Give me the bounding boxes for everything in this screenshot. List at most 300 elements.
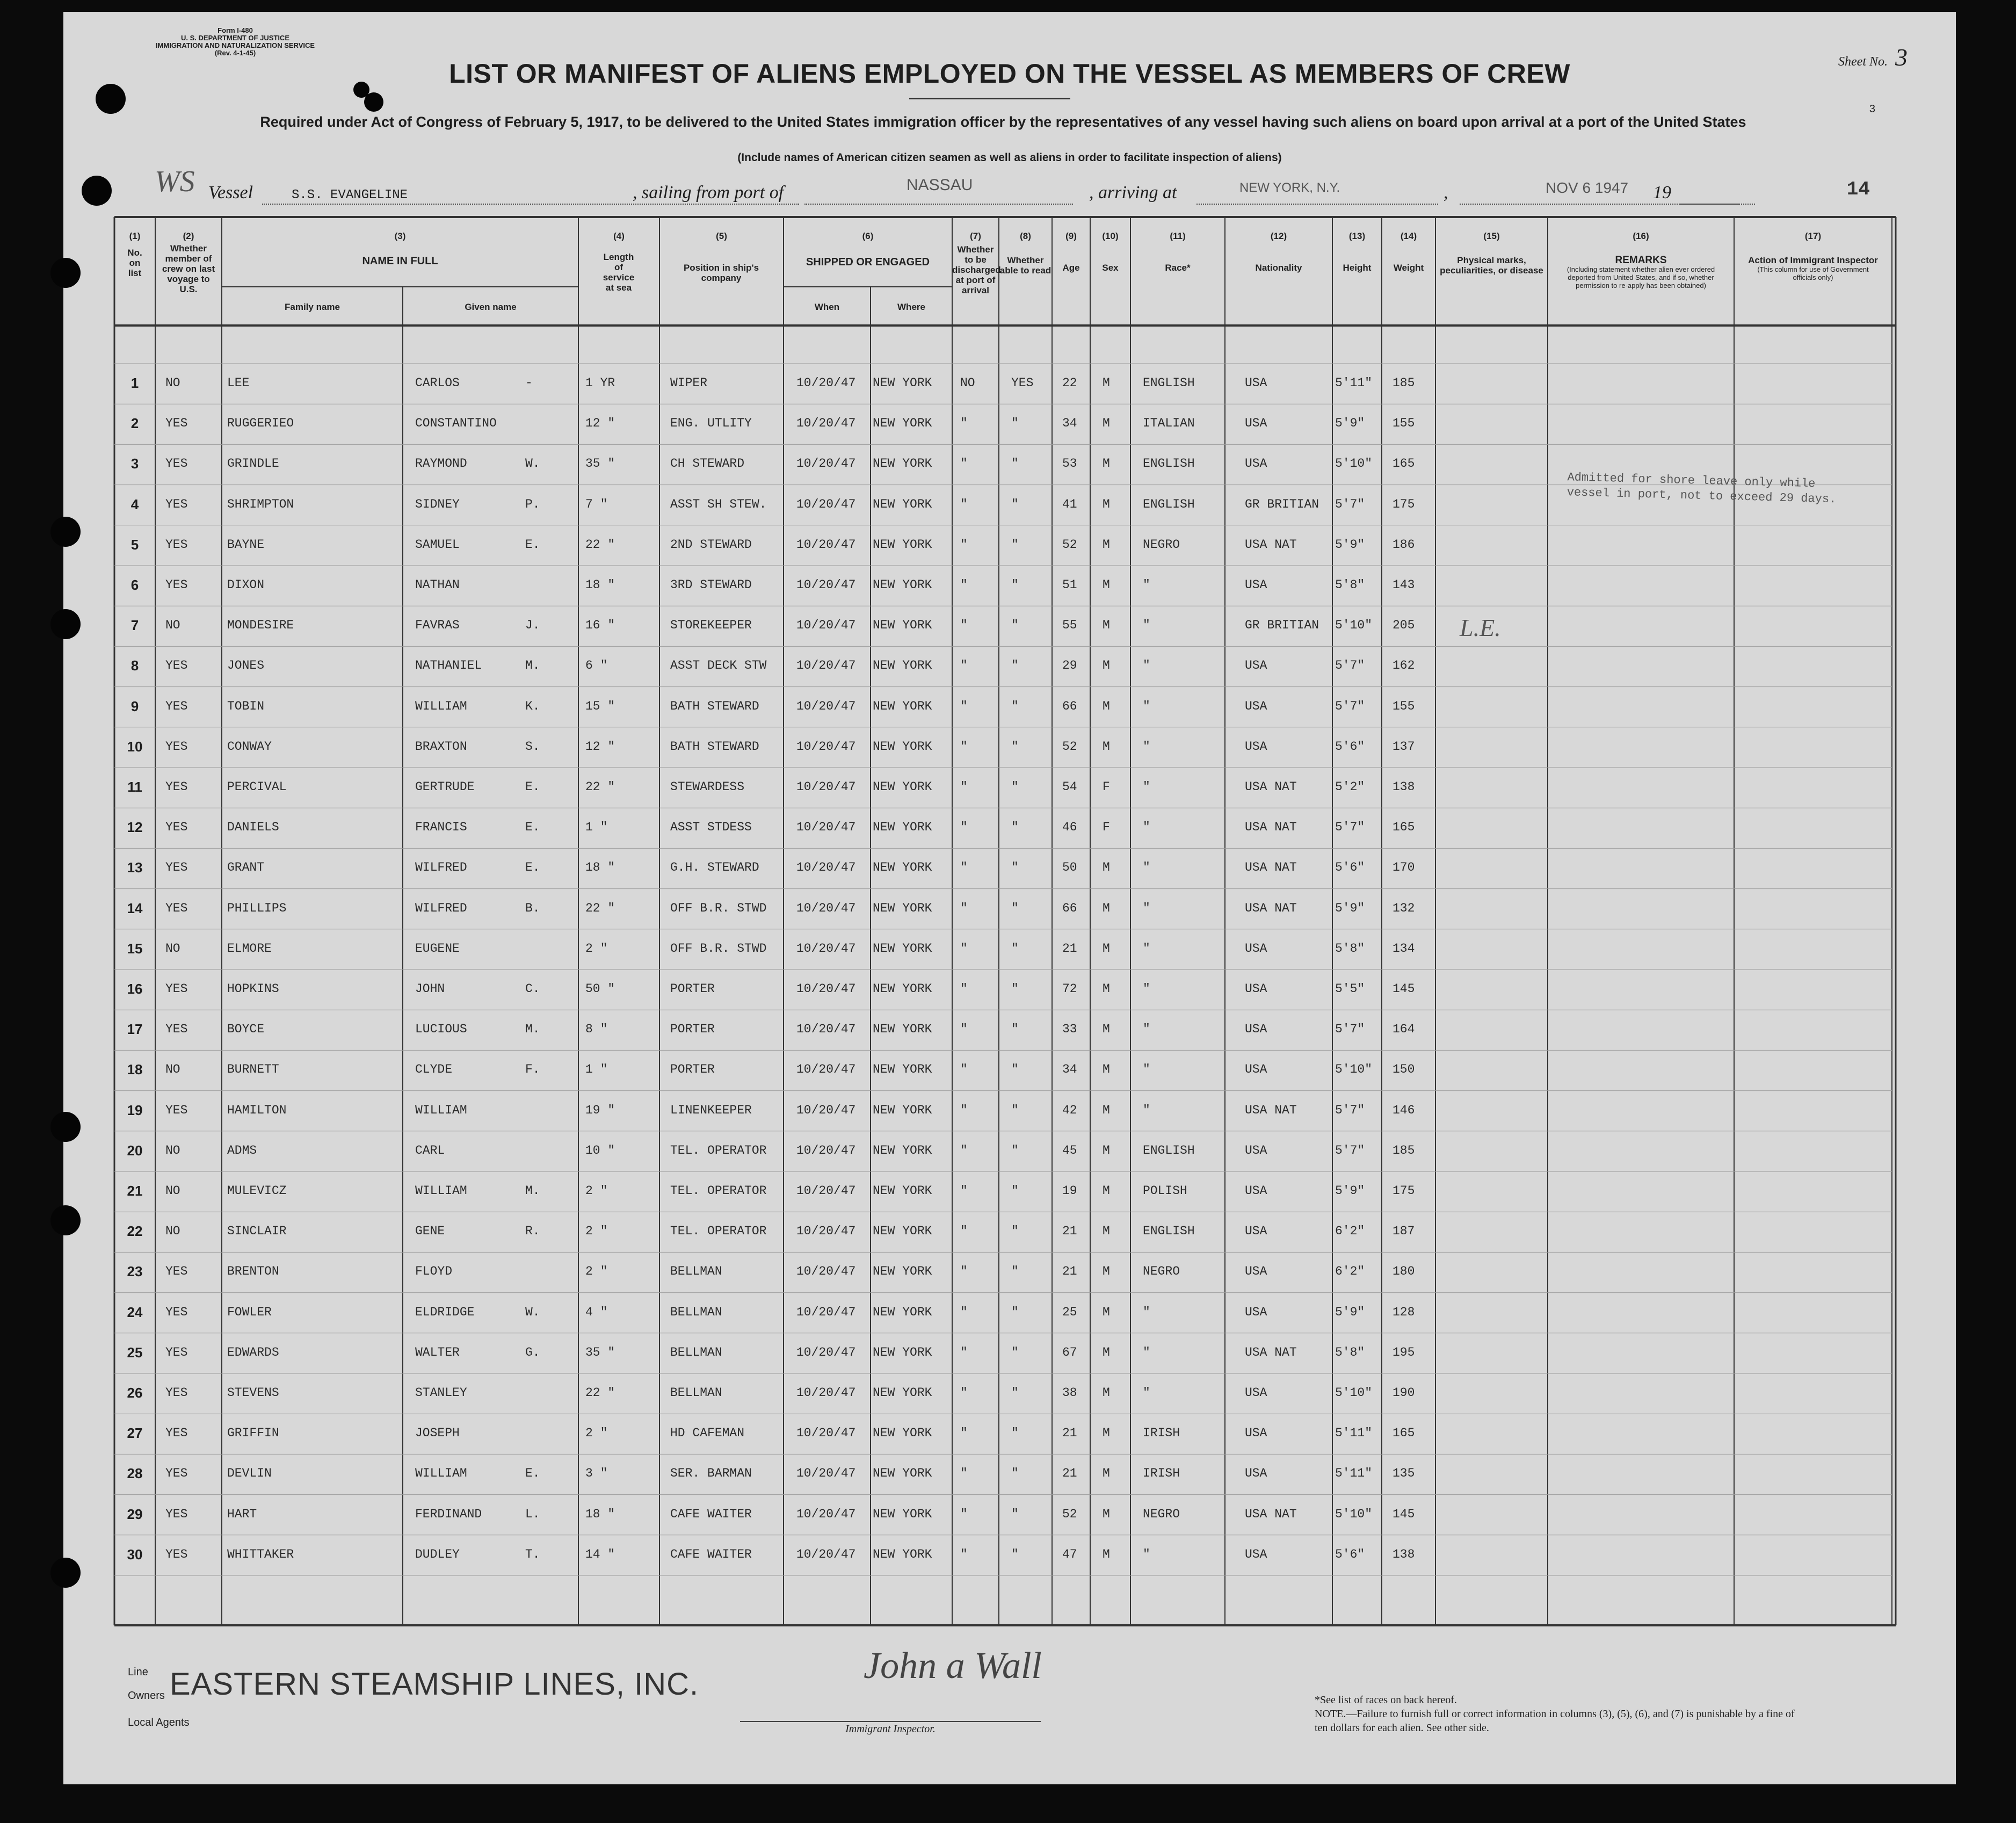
sex: M (1103, 982, 1110, 996)
row-number: 29 (127, 1506, 143, 1522)
document-note: (Include names of American citizen seamen as well as aliens in order to facilitate inspection of aliens) (737, 151, 1282, 164)
engaged-place: NEW YORK (873, 901, 932, 915)
family-name: CONWAY (227, 739, 272, 754)
weight: 185 (1393, 376, 1415, 390)
weight: 165 (1393, 1426, 1415, 1441)
race: " (1143, 1022, 1150, 1037)
middle-initial: E. (525, 780, 540, 794)
height: 5'9" (1335, 537, 1365, 552)
engaged-place: NEW YORK (873, 578, 932, 592)
position: 3RD STEWARD (670, 578, 752, 592)
row-number: 20 (127, 1142, 143, 1159)
to-be-discharged: " (960, 1305, 968, 1319)
length-of-service: 12 " (585, 739, 615, 754)
header-col15-label: Physical marks, peculiarities, or disease (1440, 255, 1543, 276)
race: " (1143, 860, 1150, 875)
race: NEGRO (1143, 1264, 1180, 1279)
middle-initial: E. (525, 860, 540, 875)
engaged-place: NEW YORK (873, 1143, 932, 1158)
position: OFF B.R. STWD (670, 901, 767, 915)
initials-mark: WS (155, 165, 195, 198)
to-be-discharged: " (960, 1143, 968, 1158)
race: " (1143, 1345, 1150, 1359)
family-name: ADMS (227, 1143, 257, 1158)
engaged-date: 10/20/47 (796, 1426, 856, 1441)
nationality: USA NAT (1245, 780, 1297, 794)
race: " (1143, 901, 1150, 915)
able-to-read: " (1011, 1224, 1019, 1239)
weight: 134 (1393, 941, 1415, 956)
crew-last-voyage: YES (165, 699, 188, 713)
engaged-date: 10/20/47 (796, 820, 856, 835)
given-name: CONSTANTINO (415, 416, 497, 431)
middle-initial: E. (525, 537, 540, 552)
service-name: IMMIGRATION AND NATURALIZATION SERVICE (155, 41, 315, 49)
length-of-service: 2 " (585, 1224, 608, 1239)
family-name: BAYNE (227, 537, 265, 552)
crew-last-voyage: YES (165, 578, 188, 592)
sex: F (1103, 780, 1110, 794)
middle-initial: R. (525, 1224, 540, 1239)
vessel-value: S.S. EVANGELINE (292, 188, 408, 202)
crew-last-voyage: YES (165, 1466, 188, 1481)
weight: 185 (1393, 1143, 1415, 1158)
header-given-name: Given name (465, 302, 517, 312)
race: " (1143, 1386, 1150, 1400)
height: 6'2" (1335, 1224, 1365, 1239)
family-name: DEVLIN (227, 1466, 272, 1481)
nationality: USA (1245, 1264, 1267, 1279)
sailing-port: NASSAU (907, 176, 973, 194)
position: WIPER (670, 376, 708, 390)
year-label: 19 (1653, 183, 1671, 202)
age: 67 (1062, 1345, 1077, 1359)
header-col10-label: Sex (1102, 263, 1119, 273)
nationality: USA (1245, 1062, 1267, 1077)
line-label: Line (128, 1666, 148, 1678)
header-col16-label: REMARKS (1615, 255, 1667, 266)
given-name: EUGENE (415, 941, 460, 956)
weight: 145 (1393, 1507, 1415, 1521)
age: 38 (1062, 1386, 1077, 1400)
family-name: JONES (227, 659, 265, 673)
header-col12-label: Nationality (1255, 263, 1302, 273)
footnote-penalty: NOTE.—Failure to furnish full or correct information in columns (3), (5), (6), and (7) is punishable by a fine of ten dollars for each alien. See other side. (1315, 1708, 1795, 1734)
race: " (1143, 659, 1150, 673)
crew-last-voyage: NO (165, 1224, 180, 1239)
row-number: 11 (127, 779, 142, 795)
agents-label: Local Agents (128, 1717, 190, 1728)
sex: M (1103, 1184, 1110, 1198)
crew-last-voyage: YES (165, 1507, 188, 1521)
crew-last-voyage: NO (165, 376, 180, 390)
remarks-note: Admitted for shore leave only while vessel in port, not to exceed 29 days. (1567, 471, 1837, 507)
position: BATH STEWARD (670, 739, 759, 754)
document-title: LIST OR MANIFEST OF ALIENS EMPLOYED ON THE VESSEL AS MEMBERS OF CREW (449, 59, 1570, 89)
crew-last-voyage: YES (165, 1264, 188, 1279)
weight: 138 (1393, 1547, 1415, 1561)
nationality: USA (1245, 1547, 1267, 1561)
weight: 143 (1393, 578, 1415, 592)
age: 54 (1062, 780, 1077, 794)
able-to-read: " (1011, 1022, 1019, 1037)
length-of-service: 14 " (585, 1547, 615, 1561)
header-col6: (6) SHIPPED OR ENGAGED (784, 231, 952, 267)
to-be-discharged: " (960, 901, 968, 915)
given-name: WILLIAM (415, 1466, 467, 1481)
engaged-date: 10/20/47 (796, 1103, 856, 1117)
weight: 195 (1393, 1345, 1415, 1359)
race: ENGLISH (1143, 497, 1195, 511)
middle-initial: J. (525, 618, 540, 633)
nationality: USA NAT (1245, 1345, 1297, 1359)
height: 5'11" (1335, 1466, 1373, 1481)
able-to-read: " (1011, 1062, 1019, 1077)
age: 45 (1062, 1143, 1077, 1158)
height: 5'10" (1335, 618, 1373, 633)
race: ENGLISH (1143, 1224, 1195, 1239)
age: 51 (1062, 578, 1077, 592)
sex: M (1103, 1143, 1110, 1158)
height: 5'9" (1335, 901, 1365, 915)
height: 5'6" (1335, 739, 1365, 754)
engaged-place: NEW YORK (873, 739, 932, 754)
able-to-read: " (1011, 537, 1019, 552)
row-number: 4 (130, 496, 139, 512)
given-name: SIDNEY (415, 497, 460, 511)
height: 5'10" (1335, 457, 1373, 471)
header-col16: (16) REMARKS (Including statement whether alien ever ordered deported from United States, and if so, whether permission to re-apply has been obtained) (1548, 231, 1734, 290)
header-col9-label: Age (1062, 263, 1080, 273)
nationality: USA (1245, 1184, 1267, 1198)
footnote (1315, 1693, 1798, 1735)
middle-initial: G. (525, 1345, 540, 1359)
crew-last-voyage: YES (165, 780, 188, 794)
age: 52 (1062, 537, 1077, 552)
age: 29 (1062, 659, 1077, 673)
weight: 165 (1393, 820, 1415, 835)
given-name: CARLOS (415, 376, 460, 390)
nationality: USA (1245, 1143, 1267, 1158)
sex: M (1103, 537, 1110, 552)
height: 5'9" (1335, 1305, 1365, 1319)
header-col10: (10) Sex (1090, 231, 1130, 273)
weight: 155 (1393, 416, 1415, 431)
height: 5'8" (1335, 941, 1365, 956)
header-col5-label: Position in ship's company (683, 263, 759, 283)
row-number: 28 (127, 1465, 143, 1482)
position: TEL. OPERATOR (670, 1184, 767, 1198)
nationality: USA (1245, 376, 1267, 390)
given-name: WILFRED (415, 860, 467, 875)
header-col17-sub: (This column for use of Government officials only) (1757, 265, 1869, 281)
row-number: 25 (127, 1344, 143, 1361)
age: 21 (1062, 1264, 1077, 1279)
given-name: NATHANIEL (415, 659, 482, 673)
row-number: 13 (127, 859, 143, 876)
department-name: U. S. DEPARTMENT OF JUSTICE (181, 34, 289, 42)
nationality: GR BRITIAN (1245, 618, 1319, 633)
engaged-place: NEW YORK (873, 1386, 932, 1400)
engaged-place: NEW YORK (873, 1264, 932, 1279)
length-of-service: 19 " (585, 1103, 615, 1117)
race: NEGRO (1143, 537, 1180, 552)
to-be-discharged: " (960, 416, 968, 431)
row-number: 23 (127, 1263, 143, 1280)
row-number: 2 (130, 415, 139, 432)
weight: 175 (1393, 497, 1415, 511)
nationality: USA (1245, 1022, 1267, 1037)
header-where: Where (897, 302, 925, 312)
header-col7: (7) Whether to be discharged at port of arrival (952, 231, 1001, 295)
header-col4-label: Length of service at sea (603, 252, 635, 293)
engaged-date: 10/20/47 (796, 1062, 856, 1077)
race: IRISH (1143, 1426, 1180, 1441)
sex: M (1103, 941, 1110, 956)
signature-rule (740, 1721, 1041, 1722)
header-col3: (3) NAME IN FULL (222, 231, 578, 266)
race: ITALIAN (1143, 416, 1195, 431)
family-name: FOWLER (227, 1305, 272, 1319)
to-be-discharged: " (960, 537, 968, 552)
height: 5'10" (1335, 1062, 1373, 1077)
nationality: USA (1245, 982, 1267, 996)
race: " (1143, 820, 1150, 835)
nationality: USA (1245, 659, 1267, 673)
engaged-place: NEW YORK (873, 820, 932, 835)
family-name: BURNETT (227, 1062, 279, 1077)
race: IRISH (1143, 1466, 1180, 1481)
header-col5: (5) Position in ship's company (659, 231, 784, 283)
engaged-date: 10/20/47 (796, 1466, 856, 1481)
given-name: CLYDE (415, 1062, 453, 1077)
sex: M (1103, 1264, 1110, 1279)
able-to-read: " (1011, 1143, 1019, 1158)
sex: M (1103, 618, 1110, 633)
form-revision: (Rev. 4-1-45) (214, 49, 256, 57)
length-of-service: 2 " (585, 1264, 608, 1279)
crew-last-voyage: YES (165, 659, 188, 673)
middle-initial: T. (525, 1547, 540, 1561)
able-to-read: " (1011, 1507, 1019, 1521)
page-number: 14 (1846, 178, 1870, 200)
weight: 165 (1393, 457, 1415, 471)
middle-initial: E. (525, 820, 540, 835)
given-name: FAVRAS (415, 618, 460, 633)
header-col13-label: Height (1343, 263, 1372, 273)
nationality: USA (1245, 416, 1267, 431)
engaged-date: 10/20/47 (796, 982, 856, 996)
able-to-read: " (1011, 941, 1019, 956)
header-col14: (14) Weight (1382, 231, 1435, 273)
engaged-place: NEW YORK (873, 941, 932, 956)
crew-last-voyage: YES (165, 1386, 188, 1400)
family-name: WHITTAKER (227, 1547, 294, 1561)
able-to-read: " (1011, 901, 1019, 915)
engaged-place: NEW YORK (873, 1547, 932, 1561)
nationality: USA (1245, 1466, 1267, 1481)
crew-last-voyage: NO (165, 941, 180, 956)
engaged-date: 10/20/47 (796, 497, 856, 511)
form-number: Form I-480 (217, 26, 253, 34)
sex: M (1103, 1305, 1110, 1319)
to-be-discharged: " (960, 982, 968, 996)
able-to-read: " (1011, 1466, 1019, 1481)
engaged-date: 10/20/47 (796, 1507, 856, 1521)
row-number: 18 (127, 1061, 143, 1078)
family-name: ELMORE (227, 941, 272, 956)
nationality: USA (1245, 1305, 1267, 1319)
able-to-read: " (1011, 1426, 1019, 1441)
row-number: 12 (127, 819, 143, 836)
length-of-service: 18 " (585, 1507, 615, 1521)
engaged-date: 10/20/47 (796, 780, 856, 794)
engaged-date: 10/20/47 (796, 376, 856, 390)
position: 2ND STEWARD (670, 537, 752, 552)
middle-initial: F. (525, 1062, 540, 1077)
to-be-discharged: " (960, 1507, 968, 1521)
engaged-place: NEW YORK (873, 497, 932, 511)
nationality: USA NAT (1245, 537, 1297, 552)
given-name: WILLIAM (415, 699, 467, 713)
sex: M (1103, 1103, 1110, 1117)
race: " (1143, 618, 1150, 633)
to-be-discharged: " (960, 1062, 968, 1077)
header-col16-sub: (Including statement whether alien ever ordered deported from United States, and if so, whether permission to re-apply has been obtained) (1567, 265, 1715, 290)
weight: 146 (1393, 1103, 1415, 1117)
physical-mark-note: L.E. (1460, 614, 1501, 641)
engaged-date: 10/20/47 (796, 739, 856, 754)
crew-last-voyage: YES (165, 416, 188, 431)
row-number: 30 (127, 1546, 143, 1562)
engaged-date: 10/20/47 (796, 941, 856, 956)
length-of-service: 1 " (585, 1062, 608, 1077)
length-of-service: 10 " (585, 1143, 615, 1158)
header-col6-label: SHIPPED OR ENGAGED (806, 256, 930, 268)
engaged-place: NEW YORK (873, 1062, 932, 1077)
crew-last-voyage: YES (165, 820, 188, 835)
engaged-date: 10/20/47 (796, 1386, 856, 1400)
engaged-place: NEW YORK (873, 376, 932, 390)
length-of-service: 50 " (585, 982, 615, 996)
to-be-discharged: " (960, 1466, 968, 1481)
height: 5'7" (1335, 1022, 1365, 1037)
engaged-date: 10/20/47 (796, 699, 856, 713)
given-name: JOSEPH (415, 1426, 460, 1441)
weight: 132 (1393, 901, 1415, 915)
given-name: WILLIAM (415, 1103, 467, 1117)
race: " (1143, 578, 1150, 592)
race: POLISH (1143, 1184, 1187, 1198)
row-number: 6 (130, 577, 139, 593)
crew-last-voyage: YES (165, 982, 188, 996)
able-to-read: " (1011, 1305, 1019, 1319)
row-number: 9 (130, 698, 139, 714)
position: LINENKEEPER (670, 1103, 752, 1117)
header-col4: (4) Length of service at sea (578, 231, 659, 293)
family-name: PERCIVAL (227, 780, 287, 794)
weight: 128 (1393, 1305, 1415, 1319)
given-name: FLOYD (415, 1264, 453, 1279)
family-name: SHRIMPTON (227, 497, 294, 511)
race: " (1143, 1547, 1150, 1561)
to-be-discharged: " (960, 941, 968, 956)
sex: M (1103, 1547, 1110, 1561)
row-number: 10 (127, 738, 143, 755)
row-number: 14 (127, 900, 143, 916)
length-of-service: 2 " (585, 1426, 608, 1441)
manifest-page (63, 12, 1956, 1784)
family-name: MONDESIRE (227, 618, 294, 633)
weight: 155 (1393, 699, 1415, 713)
position: PORTER (670, 1022, 715, 1037)
length-of-service: 22 " (585, 901, 615, 915)
engaged-date: 10/20/47 (796, 1143, 856, 1158)
engaged-date: 10/20/47 (796, 618, 856, 633)
owners-label: Owners (128, 1690, 165, 1702)
able-to-read: " (1011, 1103, 1019, 1117)
length-of-service: 35 " (585, 1345, 615, 1359)
engaged-place: NEW YORK (873, 416, 932, 431)
sex: M (1103, 457, 1110, 471)
weight: 175 (1393, 1184, 1415, 1198)
header-col8-label: Whether able to read (999, 255, 1051, 276)
crew-last-voyage: YES (165, 1426, 188, 1441)
given-name: STANLEY (415, 1386, 467, 1400)
position: BATH STEWARD (670, 699, 759, 713)
nationality: USA NAT (1245, 860, 1297, 875)
header-when: When (814, 302, 840, 312)
nationality: USA (1245, 941, 1267, 956)
height: 5'7" (1335, 659, 1365, 673)
crew-last-voyage: YES (165, 1022, 188, 1037)
to-be-discharged: " (960, 699, 968, 713)
position: SER. BARMAN (670, 1466, 752, 1481)
able-to-read: " (1011, 820, 1019, 835)
given-name: JOHN (415, 982, 445, 996)
steamship-line-stamp: EASTERN STEAMSHIP LINES, INC. (170, 1667, 699, 1702)
row-number: 24 (127, 1304, 143, 1320)
engaged-place: NEW YORK (873, 699, 932, 713)
header-col7-label: Whether to be discharged at port of arrival (952, 244, 1001, 295)
sex: M (1103, 901, 1110, 915)
weight: 164 (1393, 1022, 1415, 1037)
to-be-discharged: " (960, 780, 968, 794)
length-of-service: 22 " (585, 1386, 615, 1400)
engaged-date: 10/20/47 (796, 1345, 856, 1359)
given-name: WALTER (415, 1345, 460, 1359)
length-of-service: 1 YR (585, 376, 615, 390)
header-col9: (9) Age (1052, 231, 1090, 273)
nationality: USA (1245, 578, 1267, 592)
family-name: GRINDLE (227, 457, 279, 471)
family-name: GRANT (227, 860, 265, 875)
height: 5'9" (1335, 1184, 1365, 1198)
length-of-service: 8 " (585, 1022, 608, 1037)
family-name: RUGGERIEO (227, 416, 294, 431)
able-to-read: " (1011, 1345, 1019, 1359)
age: 21 (1062, 1466, 1077, 1481)
engaged-place: NEW YORK (873, 1103, 932, 1117)
age: 22 (1062, 376, 1077, 390)
engaged-date: 10/20/47 (796, 578, 856, 592)
able-to-read: " (1011, 497, 1019, 511)
age: 52 (1062, 1507, 1077, 1521)
middle-initial: E. (525, 1466, 540, 1481)
sex: M (1103, 1386, 1110, 1400)
given-name: BRAXTON (415, 739, 467, 754)
given-name: NATHAN (415, 578, 460, 592)
